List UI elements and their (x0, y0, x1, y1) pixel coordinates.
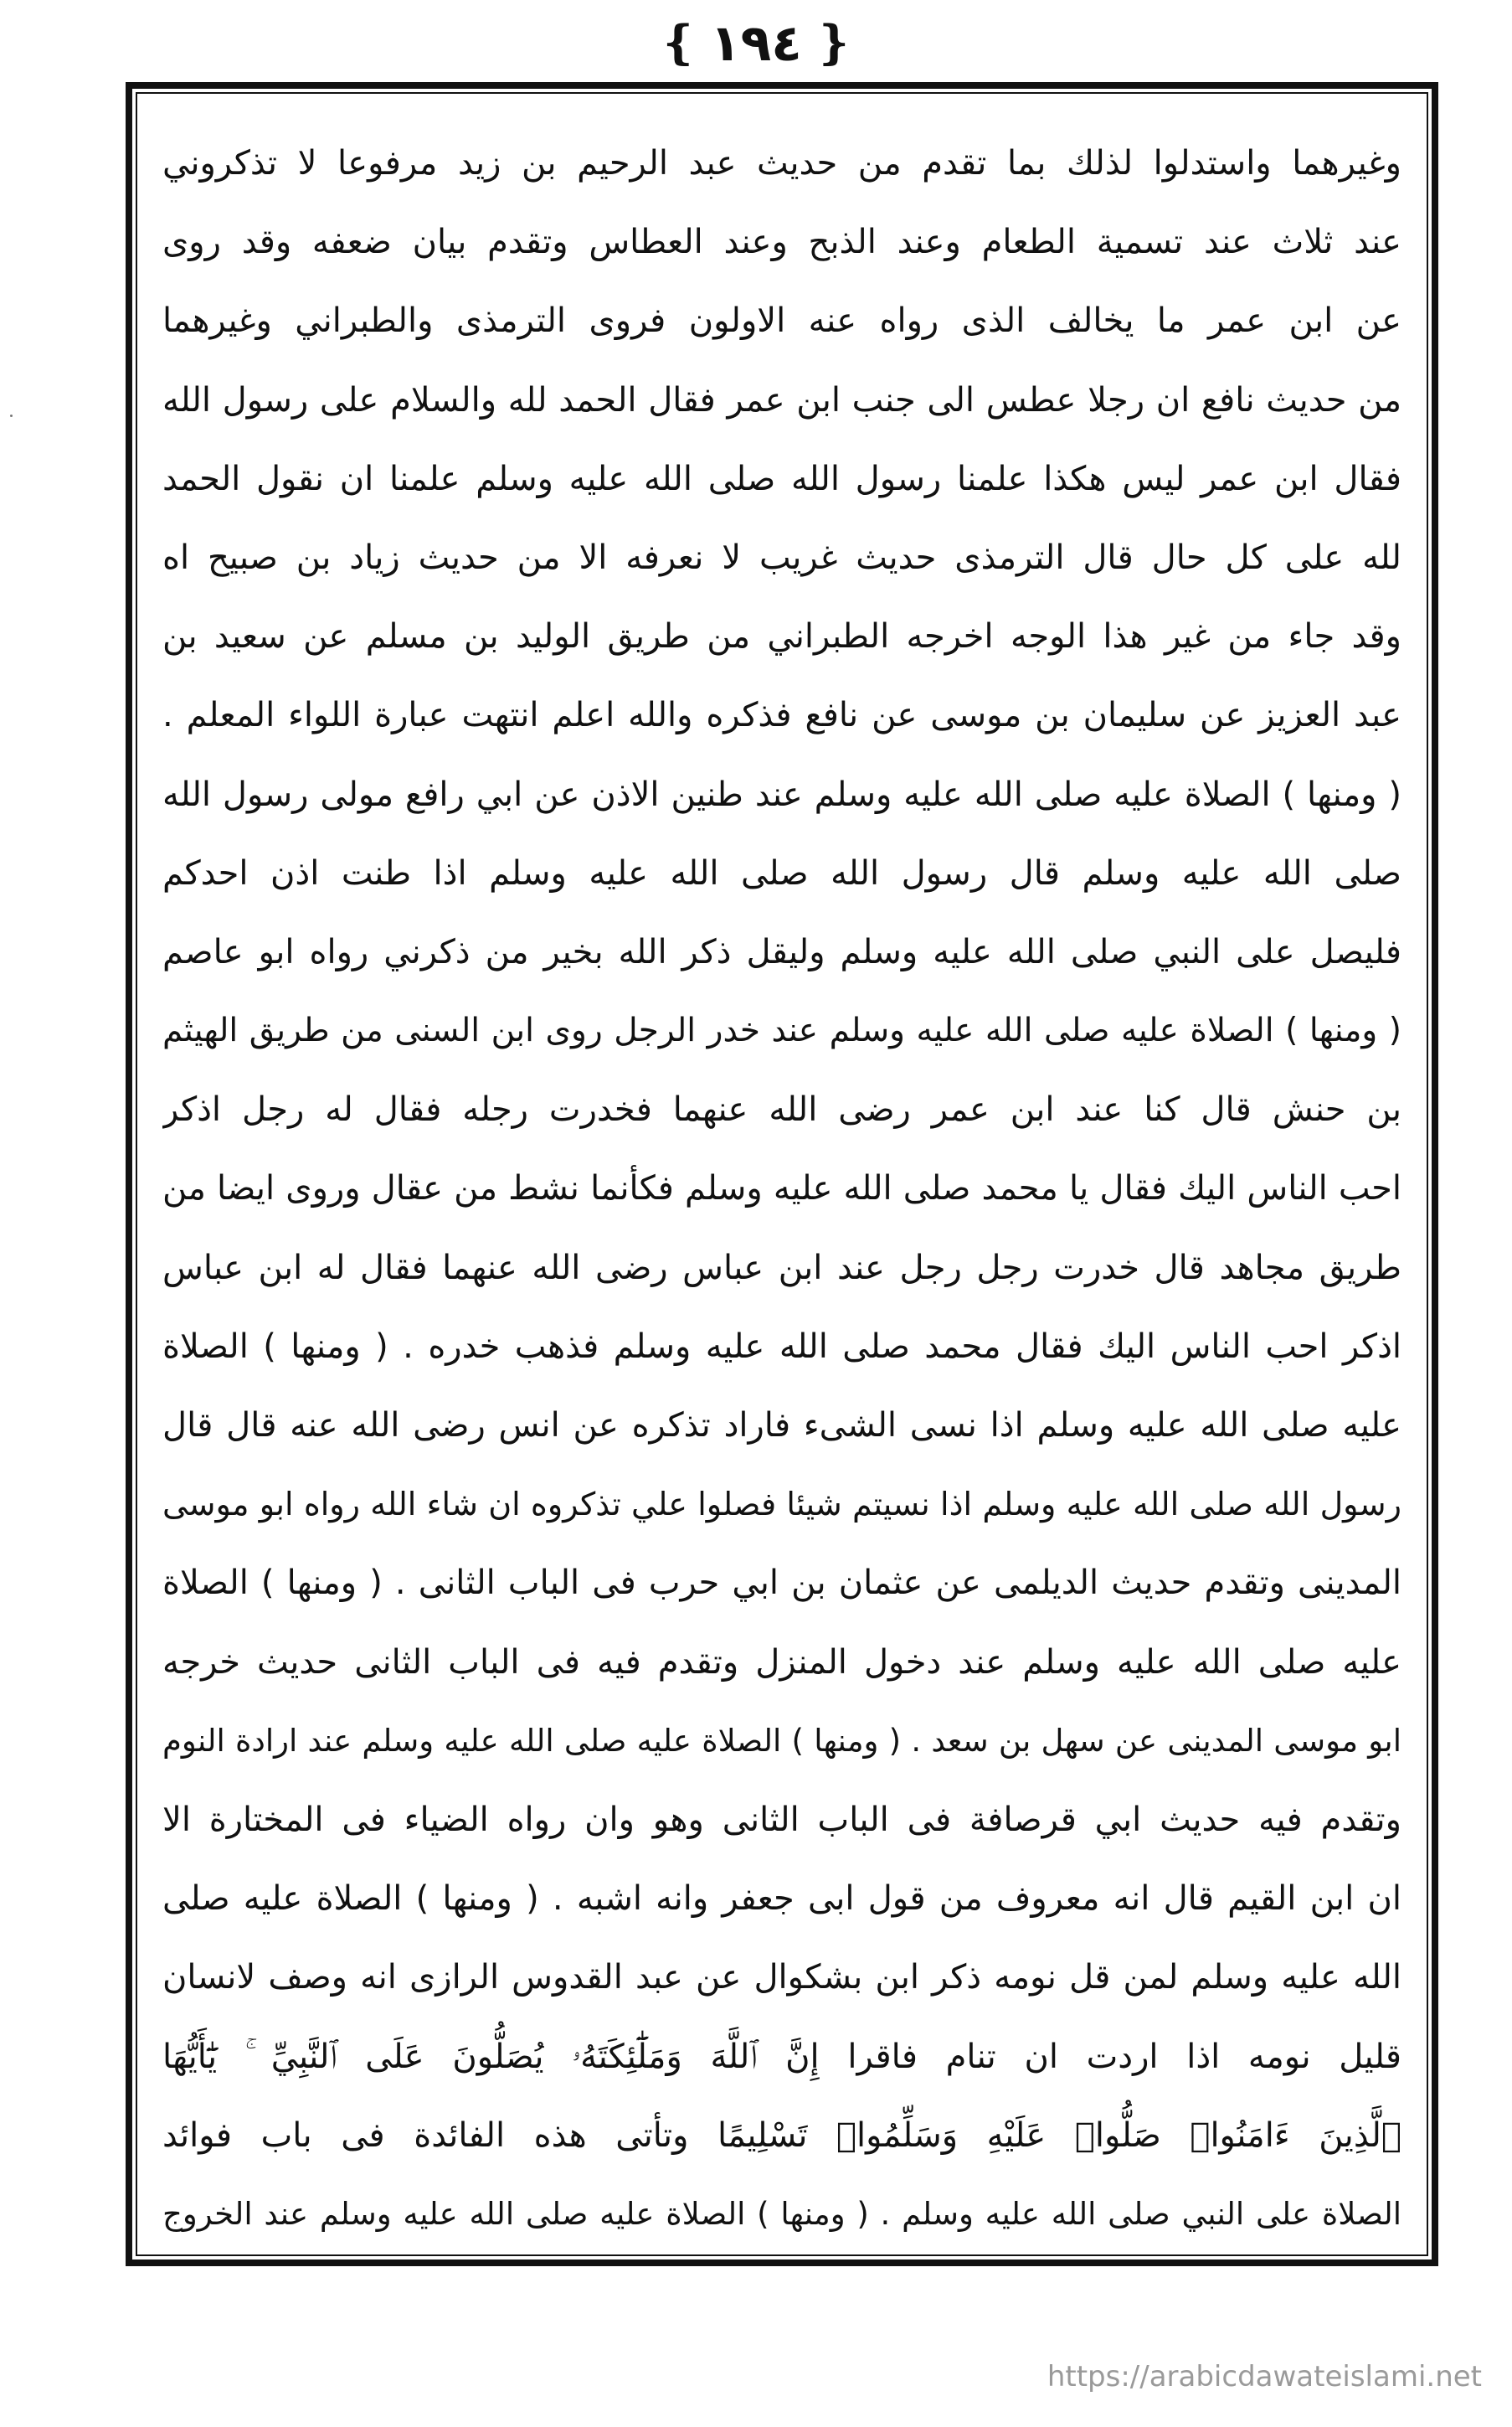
text-line: قليل نومه اذا اردت ان تنام فاقرا إِنَّ ٱللَّهَ وَمَلَٰٓئِكَتَهُۥ يُصَلُّونَ عَلَى ٱلنَّبِيِّ ۚ يَٰٓأَيُّهَا (162, 2037, 1401, 2076)
page-frame-inner (136, 92, 1428, 2256)
text-line: لله على كل حال قال الترمذى حديث غريب لا نعرفه الا من حديث زياد بن صبيح اه (162, 538, 1401, 577)
text-line: الصلاة على النبي صلى الله عليه وسلم . ( ومنها ) الصلاة عليه صلى الله عليه وسلم عند الخروج (162, 2195, 1401, 2232)
text-line: فليصل على النبي صلى الله عليه وسلم وليقل ذكر الله بخير من ذكرني رواه ابو عاصم (162, 932, 1401, 971)
text-line: وتقدم فيه حديث ابي قرصافة فى الباب الثانى وهو وان رواه الضياء فى المختارة الا (162, 1800, 1401, 1839)
text-line: من حديث نافع ان رجلا عطس الى جنب ابن عمر فقال الحمد لله والسلام على رسول الله (162, 380, 1401, 420)
text-line: عليه صلى الله عليه وسلم عند دخول المنزل وتقدم فيه فى الباب الثانى حديث خرجه (162, 1642, 1401, 1682)
text-line: بن حنش قال كنا عند ابن عمر رضى الله عنهما فخدرت رجله فقال له رجل اذكر (162, 1090, 1401, 1130)
text-line: المدينى وتقدم حديث الديلمى عن عثمان بن ابي حرب فى الباب الثانى . ( ومنها ) الصلاة (162, 1564, 1401, 1603)
text-line: وقد جاء من غير هذا الوجه اخرجه الطبراني من طريق الوليد بن مسلم عن سعيد بن (162, 617, 1401, 657)
text-line: ان ابن القيم قال انه معروف من قول ابى جعفر وانه اشبه . ( ومنها ) الصلاة عليه صلى (162, 1879, 1401, 1919)
text-line: ( ومنها ) الصلاة عليه صلى الله عليه وسلم عند طنين الاذن عن ابي رافع مولى رسول الله (162, 775, 1401, 814)
body-text (162, 124, 1401, 2254)
text-line: طريق مجاهد قال خدرت رجل رجل عند ابن عباس رضى الله عنهما فقال له ابن عباس (162, 1248, 1401, 1287)
text-line: ابو موسى المدينى عن سهل بن سعد . ( ومنها ) الصلاة عليه صلى الله عليه وسلم عند ارادة النوم (162, 1722, 1401, 1759)
text-line: عبد العزيز عن سليمان بن موسى عن نافع فذكره والله اعلم انتهت عبارة اللواء المعلم . (162, 696, 1401, 735)
text-line: احب الناس اليك فقال يا محمد صلى الله عليه وسلم فكأنما نشط من عقال وروى ايضا من (162, 1169, 1401, 1208)
text-line: فقال ابن عمر ليس هكذا علمنا رسول الله صلى الله عليه وسلم علمنا ان نقول الحمد (162, 459, 1401, 498)
text-line: الله عليه وسلم لمن قل نومه ذكر ابن بشكوال عن عبد القدوس الرازى انه وصف لانسان (162, 1958, 1401, 1997)
page-frame (126, 82, 1438, 2266)
text-line: عن ابن عمر ما يخالف الذى رواه عنه الاولون فروى الترمذى والطبراني وغيرهما (162, 301, 1401, 341)
ornament-left-icon: ❴ (659, 16, 699, 70)
text-line: ٱلَّذِينَ ءَامَنُوا۟ صَلُّوا۟ عَلَيْهِ وَسَلِّمُوا۟ تَسْلِيمًا وتأتى هذه الفائدة فى باب فوائد (162, 2115, 1401, 2155)
text-line: ( ومنها ) الصلاة عليه صلى الله عليه وسلم عند خدر الرجل روى ابن السنى من طريق الهيثم (162, 1012, 1401, 1050)
page-header (0, 10, 1512, 77)
text-line: عند ثلاث عند تسمية الطعام وعند الذبح وعند العطاس وتقدم بيان ضعفه وقد روى (162, 223, 1401, 262)
scan-speck (10, 415, 13, 417)
text-line: وغيرهما واستدلوا لذلك بما تقدم من حديث عبد الرحيم بن زيد مرفوعا لا تذكروني (162, 144, 1401, 183)
text-line: اذكر احب الناس اليك فقال محمد صلى الله عليه وسلم فذهب خدره . ( ومنها ) الصلاة (162, 1327, 1401, 1366)
text-line: صلى الله عليه وسلم قال رسول الله صلى الله عليه وسلم اذا طنت اذن احدكم (162, 853, 1401, 893)
text-line: عليه صلى الله عليه وسلم اذا نسى الشىء فاراد تذكره عن انس رضى الله عنه قال قال (162, 1406, 1401, 1445)
watermark-url: https://arabicdawateislami.net (1047, 2360, 1482, 2394)
ornament-right-icon: ❵ (813, 16, 853, 70)
page-number: ١٩٤ (710, 14, 802, 73)
text-line: رسول الله صلى الله عليه وسلم اذا نسيتم شيئا فصلوا علي تذكروه ان شاء الله رواه ابو موسى (162, 1486, 1401, 1523)
